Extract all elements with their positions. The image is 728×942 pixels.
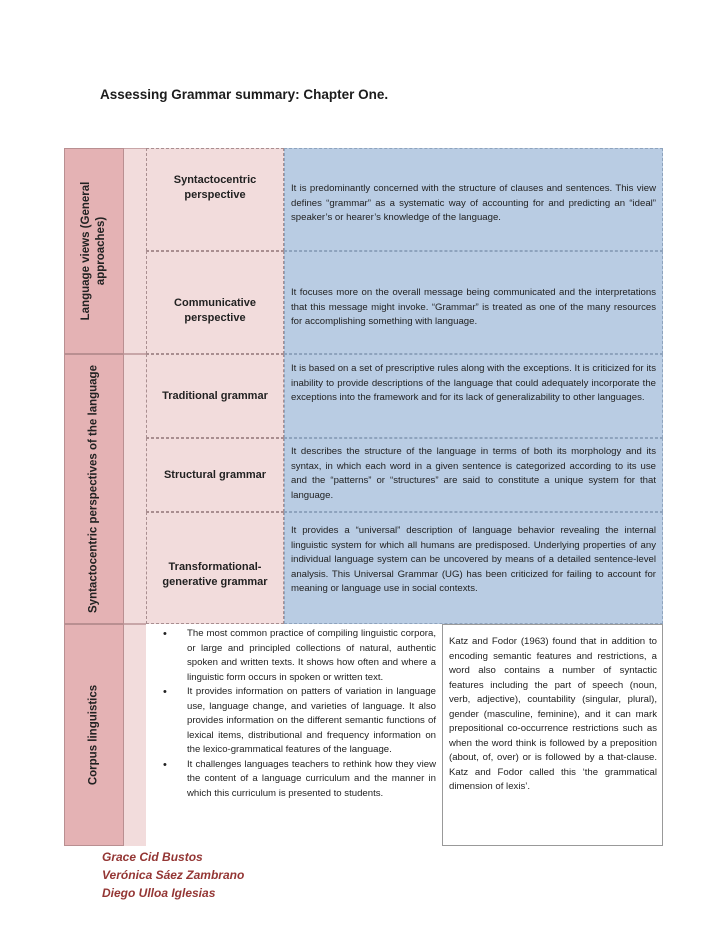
- section-label-corpus-linguistics: [64, 624, 124, 846]
- corpus-bullet-list: [146, 627, 442, 801]
- row-heading-traditional: Traditional grammar: [146, 354, 284, 438]
- row-heading-communicative: Communicative perspective: [146, 251, 284, 354]
- section-label-text: Language views (General approaches): [80, 181, 107, 321]
- list-item: • It challenges languages teachers to rethink how they view the content of a language curriculum and the manner in which this curriculum is presented to students.: [146, 758, 442, 802]
- section-label-language-views: [64, 148, 124, 354]
- row-desc-communicative: It focuses more on the overall message being communicated and the interpretations that this message might invoke. “Grammar” is treated as one of the many resources for accomplishing something with language.: [284, 251, 663, 354]
- summary-table: [64, 148, 663, 846]
- corpus-note-text: Katz and Fodor (1963) found that in addition to encoding semantic features and restrictions, a word also contains a number of syntactic features including the part of speech (noun, verb, adjective), countability (singular, plural), gender (masculine, feminine), and it can mark prepositional co-occurrence restrictions such as when the word think is followed by a preposition (about, of, over) or is followed by a that-clause. Katz and Fodor called this ‘the grammatical dimension of lexis’.: [449, 636, 657, 792]
- section-label-text: Corpus linguistics: [87, 684, 100, 786]
- row-desc-traditional: It is based on a set of prescriptive rules along with the exceptions. It is criticized for its inability to provide descriptions of the language that could adequately incorporate the exceptions into the framework and for its lack of generalizability to other languages.: [284, 354, 663, 438]
- list-item: • It provides information on patters of variation in language use, language change, and varieties of language. It also provides information on the different semantic functions of lexical items, distributional and frequency information on the lexico-grammatical features of the language.: [146, 685, 442, 758]
- row-desc-structural: It describes the structure of the language in terms of both its morphology and its syntax, in which each word in a given sentence is categorized according to its use and the “patterns” or “structures” are said to constitute a unique system for that language.: [284, 438, 663, 512]
- row-heading-transformational: Transformational-generative grammar: [146, 512, 284, 624]
- list-item: • The most common practice of compiling linguistic corpora, or large and principled collections of natural, authentic spoken and written texts. It shows how often and where a linguistic form occurs in spoken or written text.: [146, 627, 442, 685]
- row-desc-transformational: It provides a “universal” description of language behavior revealing the internal linguistic system for which all humans are predisposed. Underlying properties of any individual language system can be uncovered by means of a detailed sentence-level analysis. This Universal Grammar (UG) has been criticized for failing to account for meaning or language use in social contexts.: [284, 512, 663, 624]
- author-name: Diego Ulloa Iglesias: [102, 886, 216, 900]
- author-name: Verónica Sáez Zambrano: [102, 868, 245, 882]
- page-title: Assessing Grammar summary: Chapter One.: [100, 87, 389, 102]
- row-heading-structural: Structural grammar: [146, 438, 284, 512]
- row-heading-syntactocentric: Syntactocentric perspective: [146, 148, 284, 251]
- author-name: Grace Cid Bustos: [102, 850, 203, 864]
- section-label-syntactocentric-perspectives: [64, 354, 124, 624]
- row-desc-syntactocentric: It is predominantly concerned with the structure of clauses and sentences. This view defines “grammar” as a systematic way of accounting for and predicting an “ideal” speaker’s or hearer’s knowledge of the language.: [284, 148, 663, 251]
- section-label-text: Syntactocentric perspectives of the language: [87, 365, 100, 613]
- corpus-bullet-cell: [146, 624, 442, 846]
- corpus-note-cell: [442, 624, 663, 846]
